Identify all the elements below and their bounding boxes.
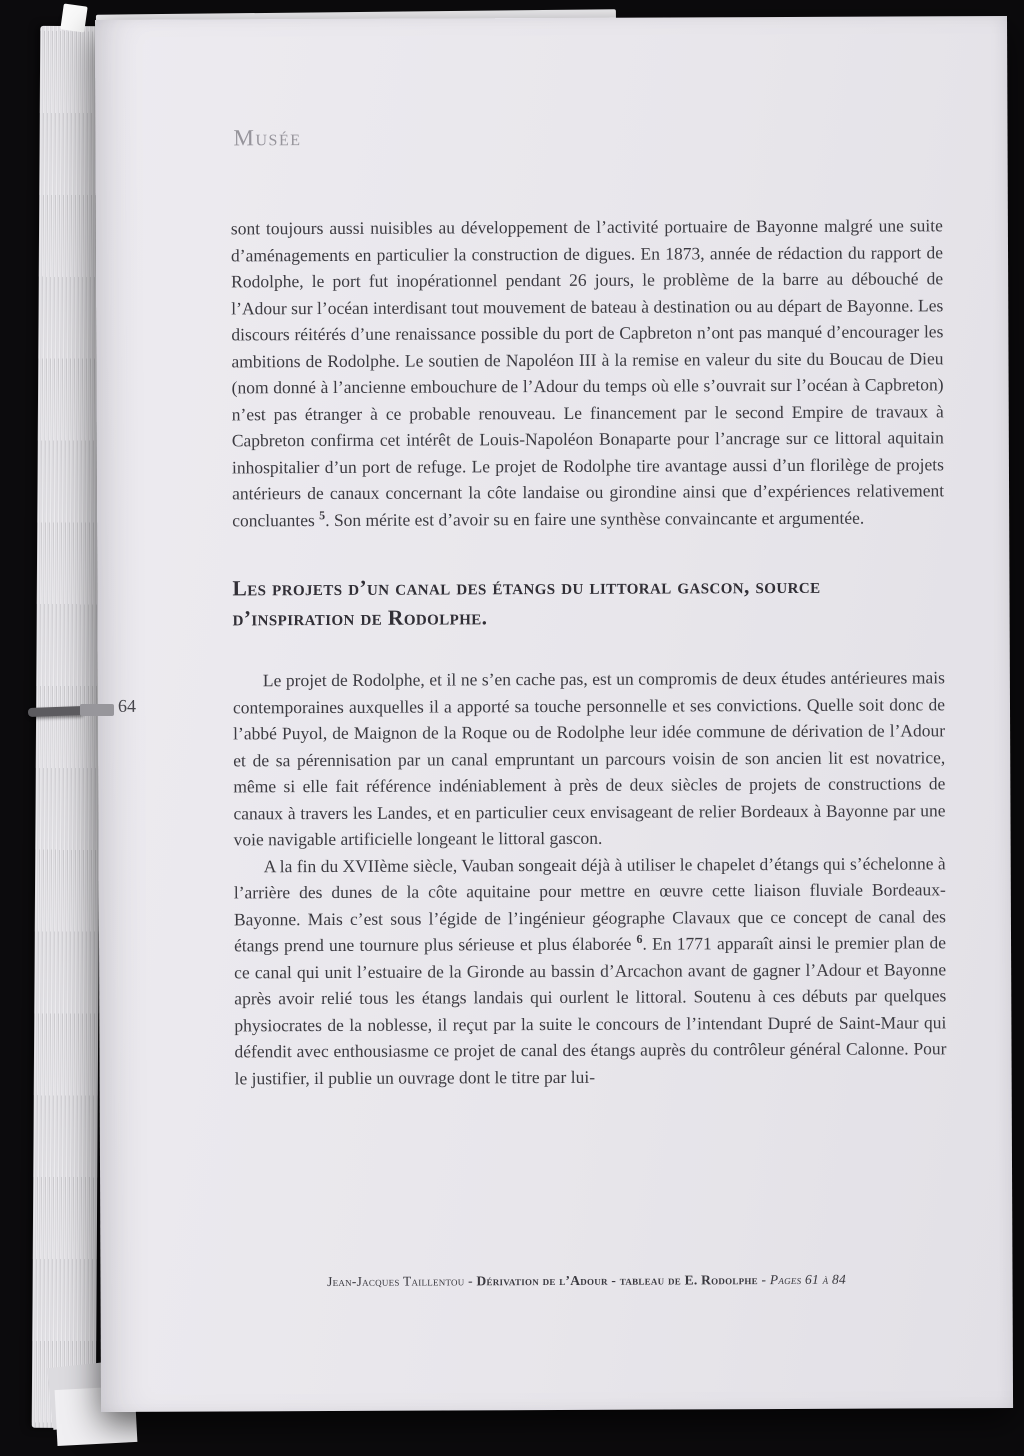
section-heading: Les projets d’un canal des étangs du littoral gascon, source d’inspiration de Rodolphe. xyxy=(232,573,821,631)
text-block xyxy=(231,212,947,1091)
footnote-ref-5: 5 xyxy=(319,507,326,522)
paragraph-text: A la fin du XVIIème siècle, Vauban songeait déjà à utiliser le chapelet d’étangs qui s’échelonne à l’arrière des dunes de la côte aquitaine pour mettre en œuvre cette liaison fluviale Bordeaux-Bayonne. Mais c’est sous l’égide de l’ingénieur géographe Clavaux que ce concept de canal des étangs prend une tournure plus sérieuse et plus élaborée xyxy=(233,852,946,956)
paragraph-text: . En 1771 apparaît ainsi le premier plan de ce canal qui unit l’estuaire de la Gironde au bassin d’Arcachon avant de gagner l’Adour et Bayonne après avoir relié tous les étangs landais qui ourlent le littoral. Soutenu à ces débuts par quelques physiocrates de la noblesse, il reçut par la suite le concours de l’intendant Dupré de Saint-Maur qui défendit avec enthousiasme ce projet de canal des étangs auprès du contrôleur général Calonne. Pour le justifier, il publie un ouvrage dont le titre par lui- xyxy=(234,932,947,1088)
margin-page-number: 64 xyxy=(117,695,137,716)
paragraph-text: . Son mérite est d’avoir su en faire une synthèse convaincante et argumentée. xyxy=(325,507,865,530)
body-paragraph-1 xyxy=(231,212,944,533)
footer-work-title: Dérivation de l’Adour - tableau de E. Rodolphe xyxy=(476,1272,758,1289)
page-stack-edges xyxy=(32,26,105,1428)
paragraph-text: sont toujours aussi nuisibles au développement de l’activité portuaire de Bayonne malgré une suite d’aménagements en particulier la construction de digues. En 1873, année de rédaction du rapport de Rodolphe, le port fut inopérationnel pendant 26 jours, le problème de la barre au débouché de l’Adour sur l’océan interdisant tout mouvement de bateau à destination ou au départ de Bayonne. Les discours réitérés d’une renaissance possible du port de Capbreton n’ont pas manqué d’encourager les ambitions de Rodolphe. Le soutien de Napoléon III à la remise en valeur du site du Boucau de Dieu (nom donné à l’ancienne embouchure de l’Adour du temps où elle s’ouvrait sur l’océan à Capbreton) n’est pas étranger à ce probable renouveau. Le financement par le second Empire de travaux à Capbreton confirma cet intérêt de Louis-Napoléon Bonaparte pour l’ancrage sur ce littoral aquitain inhospitalier d’un port de refuge. Le projet de Rodolphe tire avantage aussi d’un florilège de projets antérieurs de canaux concernant la côte landaise ou girondine ainsi que d’expériences relativement concluantes xyxy=(230,215,945,530)
footer-author: Jean-Jacques Taillentou xyxy=(327,1273,465,1289)
footnote-ref-6: 6 xyxy=(636,931,643,946)
book-page xyxy=(95,16,1013,1412)
body-paragraph-2: Le projet de Rodolphe, et il ne s’en cache pas, est un compromis de deux études antérieures mais contemporaines auxquelles il a apporté sa touche personnelle et ses convictions. Quelle soit donc de l’abbé Puyol, de Maignon de la Roque ou de Rodolphe leur idée commune de dérivation de l’Adour et de sa pérennisation par un canal empruntant un parcours voisin de son ancien lit est novatrice, même si elle fait référence indéniablement à près de deux siècles de projets de constructions de canaux à travers les Landes, et en particulier ceux envisageant de relier Bordeaux à Bayonne par une voie navigable artificielle longeant le littoral gascon. xyxy=(232,667,946,850)
page-footer xyxy=(216,1271,956,1290)
footer-separator: - xyxy=(757,1272,770,1288)
bookmark-marker-end xyxy=(80,704,114,716)
body-paragraph-3 xyxy=(234,850,947,1092)
page-corner-tab xyxy=(60,3,87,32)
footer-separator: - xyxy=(464,1273,477,1289)
running-head: Musée xyxy=(233,125,302,151)
footer-pages: Pages 61 à 84 xyxy=(769,1271,846,1288)
